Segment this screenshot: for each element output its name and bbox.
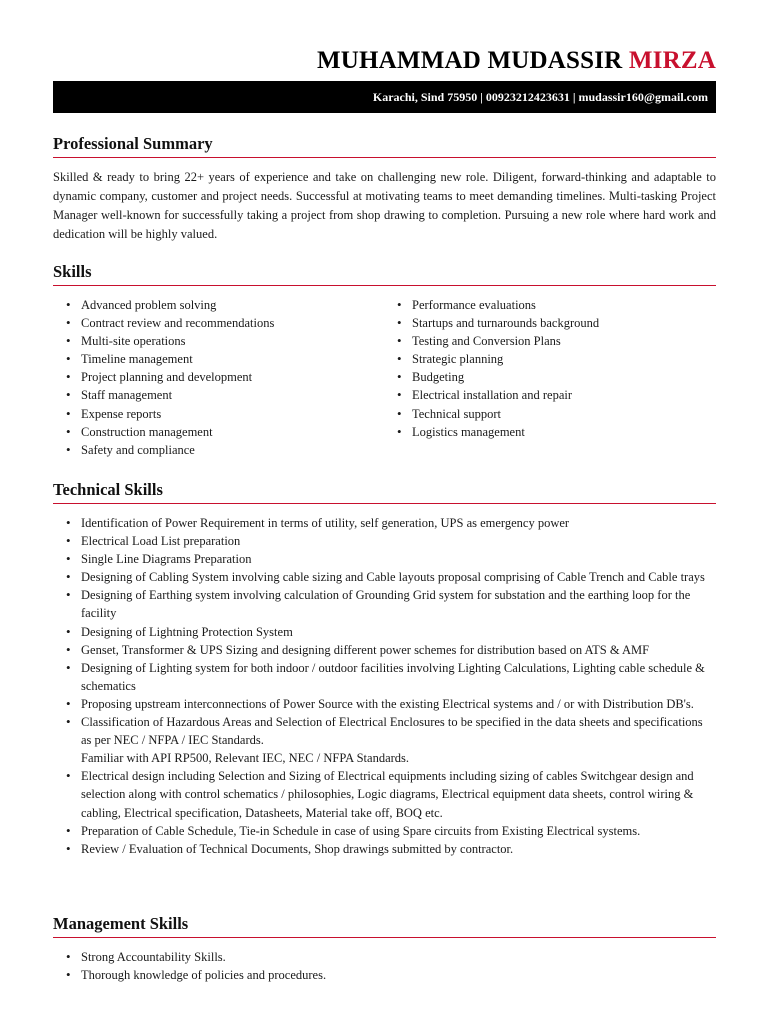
section-title-summary: Professional Summary xyxy=(53,134,716,158)
management-skills-section xyxy=(53,914,716,984)
list-item: • Electrical installation and repair xyxy=(384,386,715,404)
name-last: MIRZA xyxy=(628,47,716,74)
skills-columns xyxy=(53,296,716,459)
list-item: • Testing and Conversion Plans xyxy=(384,332,715,350)
list-item: • Strong Accountability Skills. xyxy=(53,948,716,966)
professional-summary-section xyxy=(53,134,716,244)
name-first: MUHAMMAD MUDASSIR xyxy=(316,47,623,74)
list-item: • Single Line Diagrams Preparation xyxy=(53,550,716,568)
list-item: • Staff management xyxy=(53,386,384,404)
list-item: • Review / Evaluation of Technical Documents, Shop drawings submitted by contractor. xyxy=(53,840,716,858)
list-item: • Performance evaluations xyxy=(384,296,715,314)
summary-text: Skilled & ready to bring 22+ years of experience and take on challenging new role. Diligent, forward-thinking and adaptable to dynamic company, customer and project needs. Successful at motivating teams to meet demanding timelines. Multi-tasking Project Manager well-known for successfully taking a project from shop drawing to completion. Pursuing a new role where hard work and dedication will be highly valued. xyxy=(53,170,716,241)
list-item: • Designing of Lightning Protection System xyxy=(53,623,716,641)
management-skills-list xyxy=(53,948,716,984)
technical-skills-list xyxy=(53,514,716,858)
list-item: • Electrical Load List preparation xyxy=(53,532,716,550)
list-item: • Safety and compliance xyxy=(53,441,384,459)
list-item: • Expense reports xyxy=(53,405,384,423)
list-item: • Startups and turnarounds background xyxy=(384,314,715,332)
list-item: • Construction management xyxy=(53,423,384,441)
candidate-name xyxy=(317,47,716,75)
skills-left-list xyxy=(53,296,384,459)
technical-skills-section xyxy=(53,480,716,858)
list-item: • Technical support xyxy=(384,405,715,423)
list-item: • Multi-site operations xyxy=(53,332,384,350)
section-title-management: Management Skills xyxy=(53,914,716,938)
list-item: • Proposing upstream interconnections of Power Source with the existing Electrical systems and / or with Distribution DB's. xyxy=(53,695,716,713)
list-item: • Preparation of Cable Schedule, Tie-in Schedule in case of using Spare circuits from Existing Electrical systems. xyxy=(53,822,716,840)
list-item: • Budgeting xyxy=(384,368,715,386)
list-item: • Designing of Earthing system involving calculation of Grounding Grid system for substation and the earthing loop for the facility xyxy=(53,586,716,622)
skills-right-list xyxy=(384,296,715,459)
list-item: • Logistics management xyxy=(384,423,715,441)
section-title-technical: Technical Skills xyxy=(53,480,716,504)
list-item: • Genset, Transformer & UPS Sizing and designing different power schemes for distribution based on ATS & AMF xyxy=(53,641,716,659)
skills-section xyxy=(53,262,716,459)
list-item: • Designing of Lighting system for both indoor / outdoor facilities involving Lighting Calculations, Lighting cable schedule & schematics xyxy=(53,659,716,695)
list-item: • Project planning and development xyxy=(53,368,384,386)
section-title-skills: Skills xyxy=(53,262,716,286)
list-item: • Classification of Hazardous Areas and Selection of Electrical Enclosures to be specified in the data sheets and specifications as per NEC / NFPA / IEC Standards. xyxy=(53,713,716,749)
contact-info: Karachi, Sind 75950 | 00923212423631 | mudassir160@gmail.com xyxy=(372,89,708,104)
contact-bar xyxy=(53,81,716,113)
list-item: • Timeline management xyxy=(53,350,384,368)
list-item: • Strategic planning xyxy=(384,350,715,368)
list-item: • Contract review and recommendations xyxy=(53,314,384,332)
list-item: • Electrical design including Selection and Sizing of Electrical equipments including sizing of cables Switchgear design and selection along with control schematics / philosophies, Logic diagrams, Electrical equipment data sheets, control wiring & cabling, Electrical specification, Datasheets, Material take off, BOQ etc. xyxy=(53,767,716,821)
list-item: • Advanced problem solving xyxy=(53,296,384,314)
list-item: • Identification of Power Requirement in terms of utility, self generation, UPS as emergency power xyxy=(53,514,716,532)
list-item-continuation: Familiar with API RP500, Relevant IEC, NEC / NFPA Standards. xyxy=(81,751,410,766)
list-item: • Designing of Cabling System involving cable sizing and Cable layouts proposal comprising of Cable Trench and Cable trays xyxy=(53,568,716,586)
list-item: • Thorough knowledge of policies and procedures. xyxy=(53,966,716,984)
